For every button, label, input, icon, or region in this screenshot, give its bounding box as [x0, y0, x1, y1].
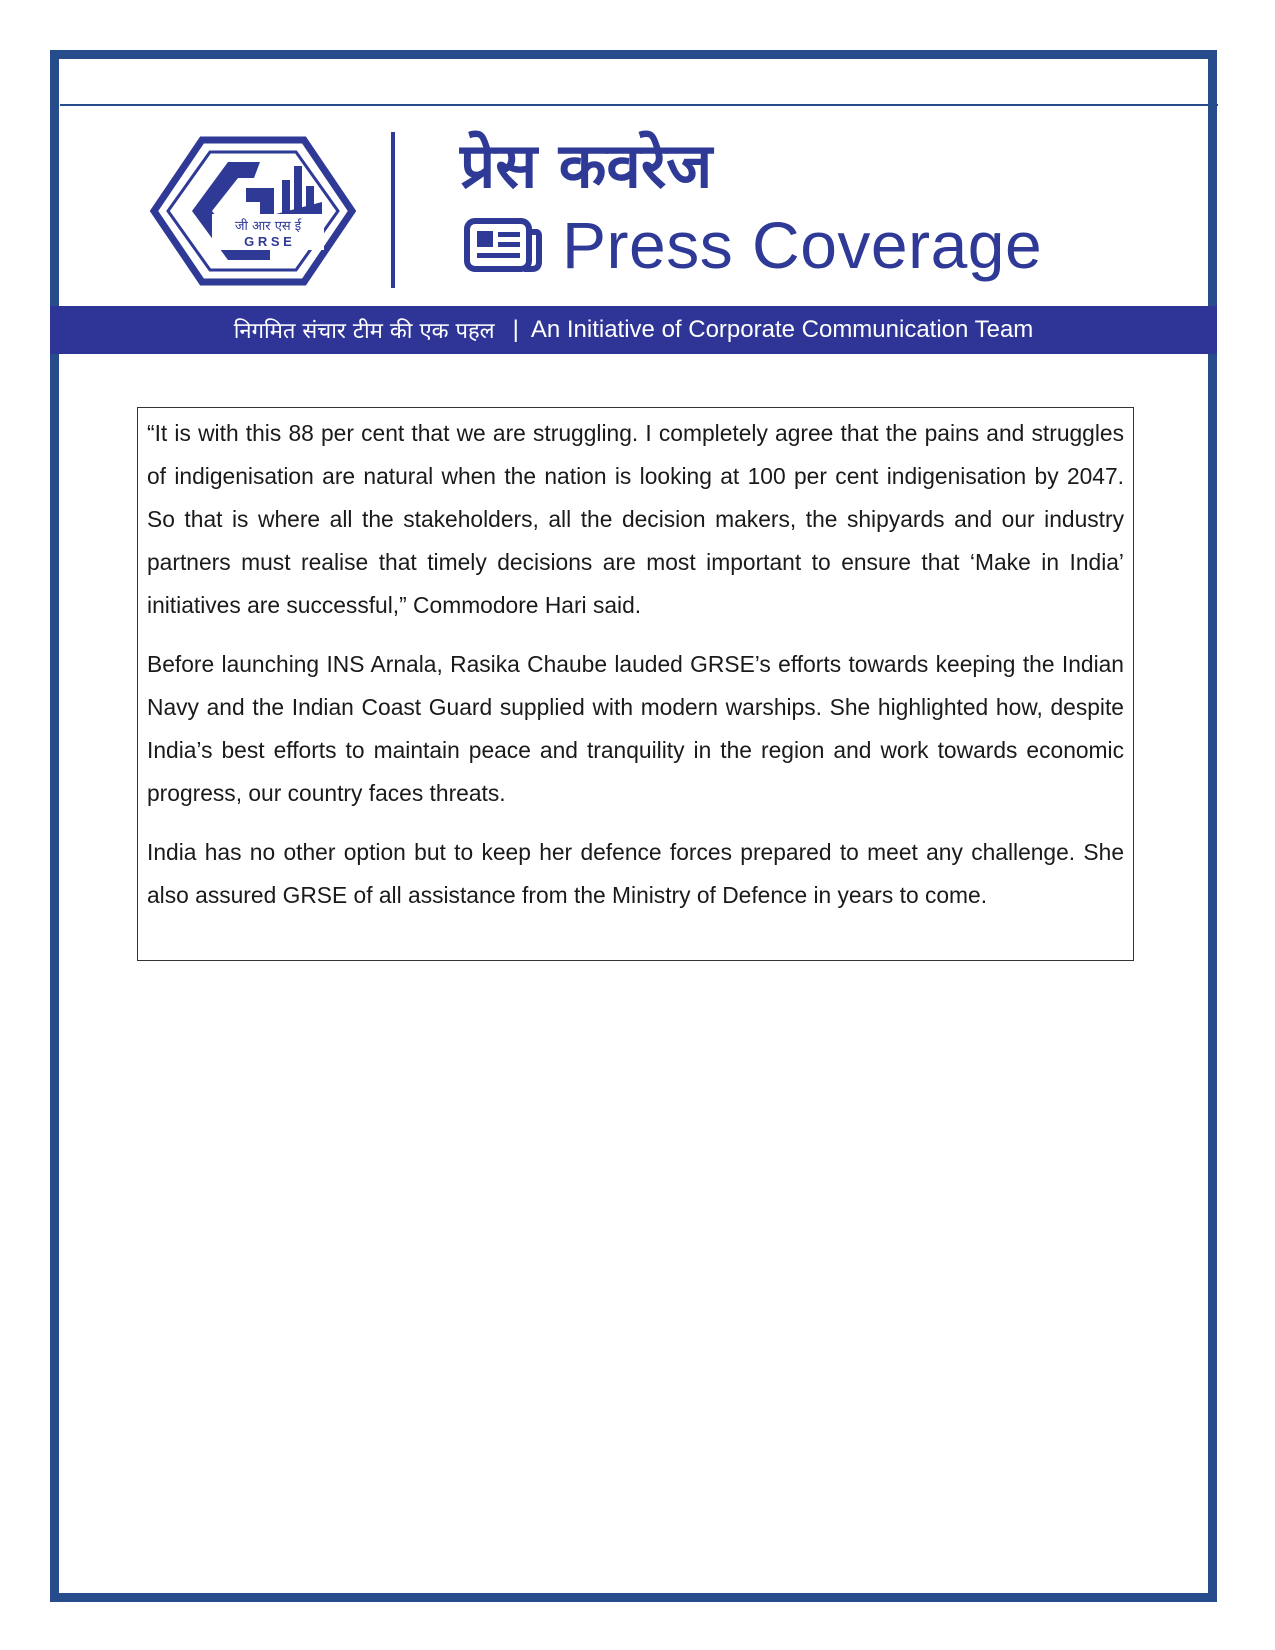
logo-hindi-text: जी आर एस ई — [234, 219, 302, 234]
banner-hindi-text: निगमित संचार टीम की एक पहल — [233, 319, 495, 344]
newspaper-icon — [464, 218, 542, 272]
header-divider — [391, 132, 395, 288]
banner-separator: | — [512, 316, 519, 343]
logo-english-text: G R S E — [244, 234, 292, 249]
initiative-banner — [50, 306, 1217, 354]
article-paragraph-1: “It is with this 88 per cent that we are struggling. I completely agree that the pains and struggles of indigenisation are natural when the nation is looking at 100 per cent indigenisation by 2047. So that is where all the stakeholders, all the decision makers, the shipyards and our industry partners must realise that timely decisions are most important to ensure that ‘Make in India’ initiatives are successful,” Commodore Hari said. — [147, 420, 1124, 618]
article-paragraph-3: India has no other option but to keep her defence forces prepared to meet any challenge. She also assured GRSE of all assistance from the Ministry of Defence in years to come. — [147, 839, 1124, 908]
title-english: Press Coverage — [562, 208, 1043, 282]
article-paragraph-2: Before launching INS Arnala, Rasika Chaube lauded GRSE’s efforts towards keeping the Indian Navy and the Indian Coast Guard supplied with modern warships. She highlighted how, despite India’s best efforts to maintain peace and tranquility in the region and work towards economic progress, our country faces threats. — [147, 651, 1124, 806]
article-text-box — [137, 407, 1134, 961]
header-top-rule — [60, 104, 1218, 106]
title-english-row — [464, 205, 1042, 285]
title-hindi: प्रेस कवरेज — [460, 129, 713, 202]
banner-english-text: An Initiative of Corporate Communication Team — [530, 316, 1034, 343]
grse-logo — [150, 136, 356, 286]
